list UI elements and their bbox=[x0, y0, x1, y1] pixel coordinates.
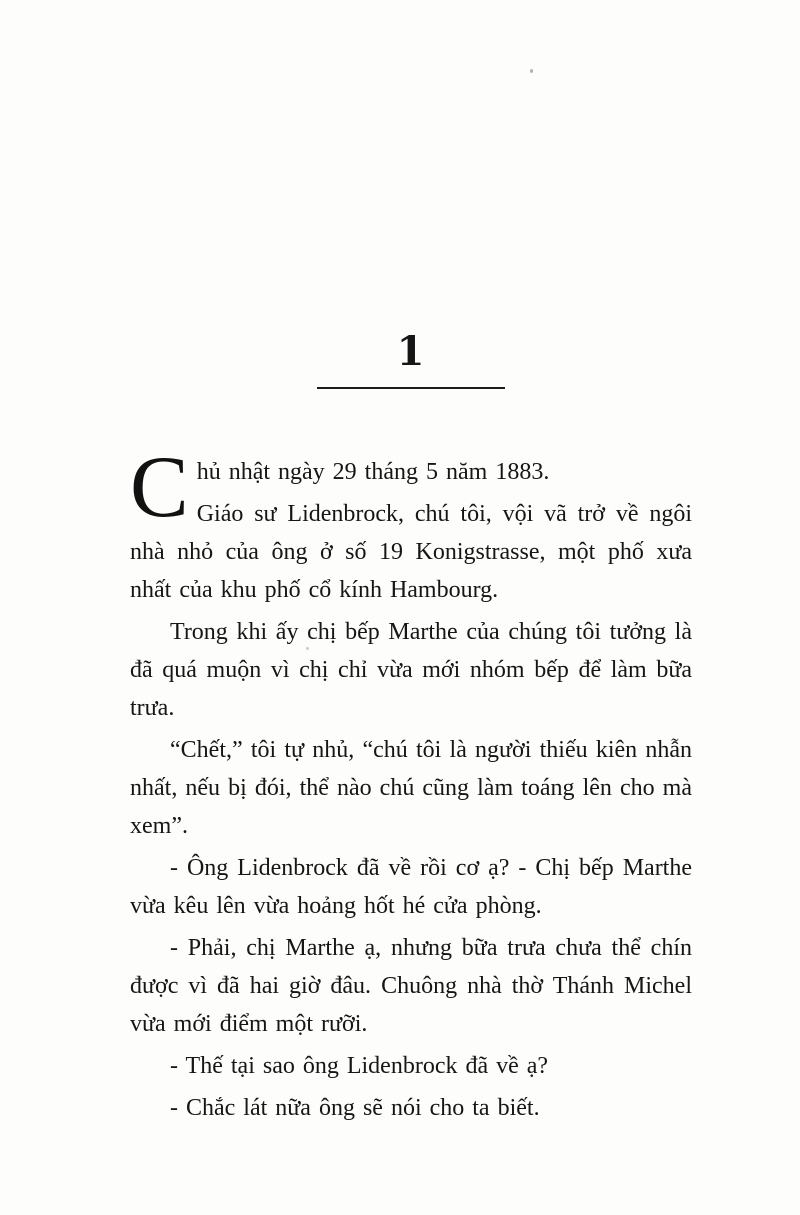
paragraph: “Chết,” tôi tự nhủ, “chú tôi là người thiếu kiên nhẫn nhất, nếu bị đói, thể nào chú cũng làm toáng lên cho mà xem”. bbox=[130, 737, 692, 839]
paragraph: hủ nhật ngày 29 tháng 5 năm 1883. bbox=[196, 459, 550, 485]
scan-speck bbox=[530, 69, 533, 73]
paragraph: - Thế tại sao ông Lidenbrock đã về ạ? bbox=[170, 1053, 549, 1079]
dropcap-letter: C bbox=[130, 439, 189, 536]
chapter-header bbox=[130, 0, 692, 389]
paragraph: - Chắc lát nữa ông sẽ nói cho ta biết. bbox=[170, 1095, 540, 1121]
chapter-divider-line bbox=[317, 387, 505, 389]
paragraph: - Ông Lidenbrock đã về rồi cơ ạ? - Chị bếp Marthe vừa kêu lên vừa hoảng hốt hé cửa phòng. bbox=[130, 855, 692, 919]
paragraph: Giáo sư Lidenbrock, chú tôi, vội vã trở về ngôi nhà nhỏ của ông ở số 19 Konigstrasse, một phố xưa nhất của khu phố cổ kính Hambourg. bbox=[130, 501, 692, 603]
paragraph: - Phải, chị Marthe ạ, nhưng bữa trưa chưa thể chín được vì đã hai giờ đâu. Chuông nhà thờ Thánh Michel vừa mới điểm một rưỡi. bbox=[130, 935, 692, 1037]
page-body bbox=[130, 439, 692, 1127]
paragraph: Trong khi ấy chị bếp Marthe của chúng tôi tưởng là đã quá muộn vì chị chỉ vừa mới nhóm bếp để làm bữa trưa. bbox=[130, 619, 692, 721]
chapter-number: 1 bbox=[396, 328, 426, 375]
scan-speck bbox=[306, 647, 309, 650]
